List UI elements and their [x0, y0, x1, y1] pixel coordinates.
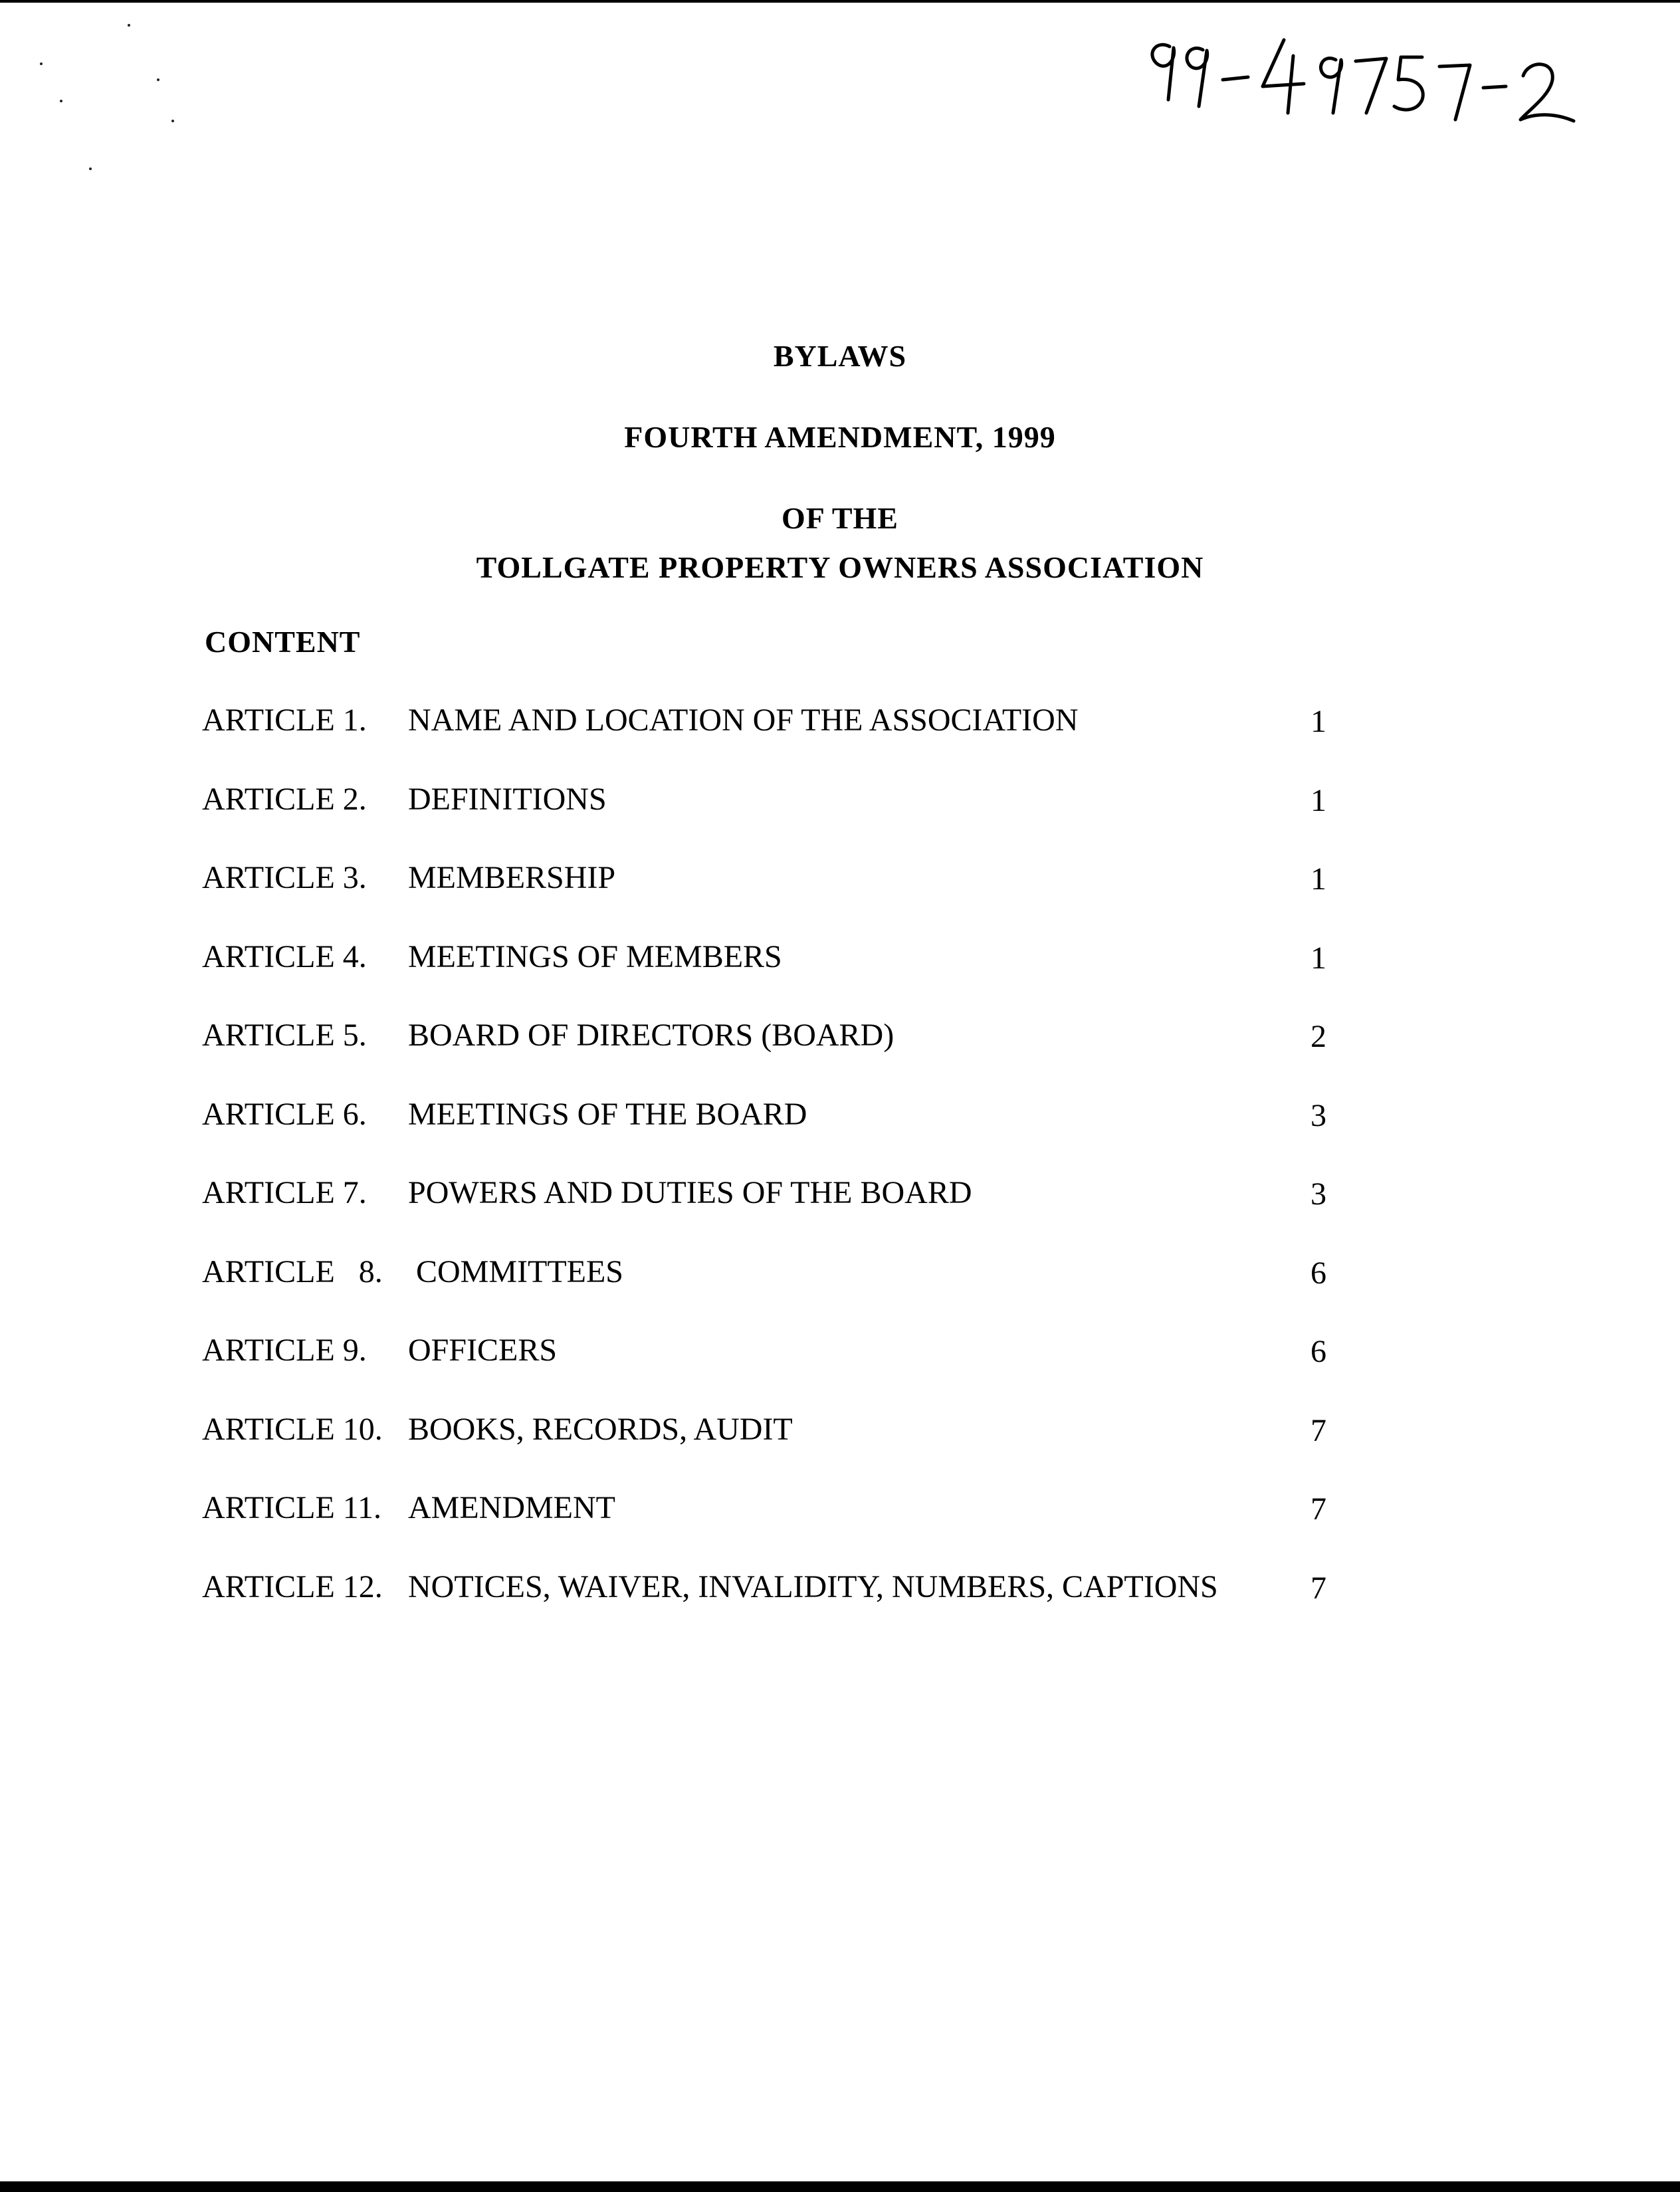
handwritten-document-number: [1130, 13, 1582, 133]
toc-page-number: 6: [1311, 1255, 1326, 1291]
toc-page-number: 3: [1311, 1097, 1326, 1133]
handwriting-graphic: [1130, 13, 1582, 133]
table-of-contents: [202, 699, 1332, 1644]
toc-article-title: BOARD OF DIRECTORS (BOARD): [408, 1018, 894, 1053]
toc-page-number: 1: [1311, 940, 1326, 976]
top-border-rule: [0, 0, 1680, 3]
toc-page-number: 1: [1311, 704, 1326, 739]
document-title: BYLAWS: [773, 339, 907, 373]
toc-page-number: 7: [1311, 1412, 1326, 1448]
toc-article-title: MEMBERSHIP: [408, 860, 616, 895]
toc-article-number: ARTICLE 9.: [202, 1333, 367, 1368]
toc-row: [202, 857, 1332, 936]
toc-article-number: ARTICLE 1.: [202, 703, 367, 738]
toc-row: [202, 1487, 1332, 1566]
toc-page-number: 7: [1311, 1570, 1326, 1606]
toc-article-number: ARTICLE 2.: [202, 781, 367, 817]
toc-page-number: 1: [1311, 782, 1326, 818]
toc-article-number: ARTICLE 12.: [202, 1569, 383, 1604]
toc-row: [202, 1014, 1332, 1093]
toc-article-number: ARTICLE 3.: [202, 860, 367, 895]
toc-article-number: ARTICLE 5.: [202, 1018, 367, 1053]
content-heading: CONTENT: [205, 625, 361, 659]
toc-page-number: 7: [1311, 1491, 1326, 1527]
toc-article-title: NAME AND LOCATION OF THE ASSOCIATION: [408, 703, 1079, 738]
toc-article-number: ARTICLE 4.: [202, 938, 367, 974]
toc-article-number: ARTICLE 6.: [202, 1096, 367, 1132]
toc-row: [202, 1172, 1332, 1251]
toc-article-number: ARTICLE 10.: [202, 1411, 383, 1447]
scan-speck: [89, 167, 92, 170]
toc-article-number: ARTICLE 7.: [202, 1175, 367, 1210]
toc-page-number: 2: [1311, 1019, 1326, 1054]
scan-speck: [40, 62, 43, 65]
toc-article-number: ARTICLE 8.: [202, 1254, 383, 1289]
amendment-subtitle: FOURTH AMENDMENT, 1999: [624, 420, 1056, 454]
toc-article-title: DEFINITIONS: [408, 781, 607, 817]
toc-article-title: MEETINGS OF THE BOARD: [408, 1096, 807, 1132]
association-name: TOLLGATE PROPERTY OWNERS ASSOCIATION: [476, 550, 1204, 584]
toc-row: [202, 1566, 1332, 1645]
bottom-border-rule: [0, 2181, 1680, 2192]
toc-article-title: COMMITTEES: [416, 1254, 623, 1289]
toc-article-title: AMENDMENT: [408, 1490, 615, 1525]
toc-row: [202, 1329, 1332, 1408]
toc-row: [202, 778, 1332, 857]
toc-row: [202, 699, 1332, 778]
toc-article-title: POWERS AND DUTIES OF THE BOARD: [408, 1175, 972, 1210]
toc-page-number: 3: [1311, 1176, 1326, 1212]
toc-row: [202, 1408, 1332, 1487]
toc-article-title: OFFICERS: [408, 1333, 558, 1368]
toc-page-number: 6: [1311, 1334, 1326, 1369]
of-the-line: OF THE: [782, 501, 898, 535]
toc-row: [202, 1251, 1332, 1330]
scan-speck: [128, 24, 130, 27]
scan-speck: [171, 120, 174, 122]
toc-article-title: BOOKS, RECORDS, AUDIT: [408, 1411, 793, 1447]
toc-row: [202, 936, 1332, 1015]
scan-speck: [157, 78, 159, 81]
toc-article-number: ARTICLE 11.: [202, 1490, 381, 1525]
toc-article-title: NOTICES, WAIVER, INVALIDITY, NUMBERS, CAPTIONS: [408, 1569, 1218, 1604]
toc-row: [202, 1093, 1332, 1172]
toc-article-title: MEETINGS OF MEMBERS: [408, 938, 782, 974]
scan-speck: [60, 100, 62, 102]
toc-page-number: 1: [1311, 861, 1326, 897]
